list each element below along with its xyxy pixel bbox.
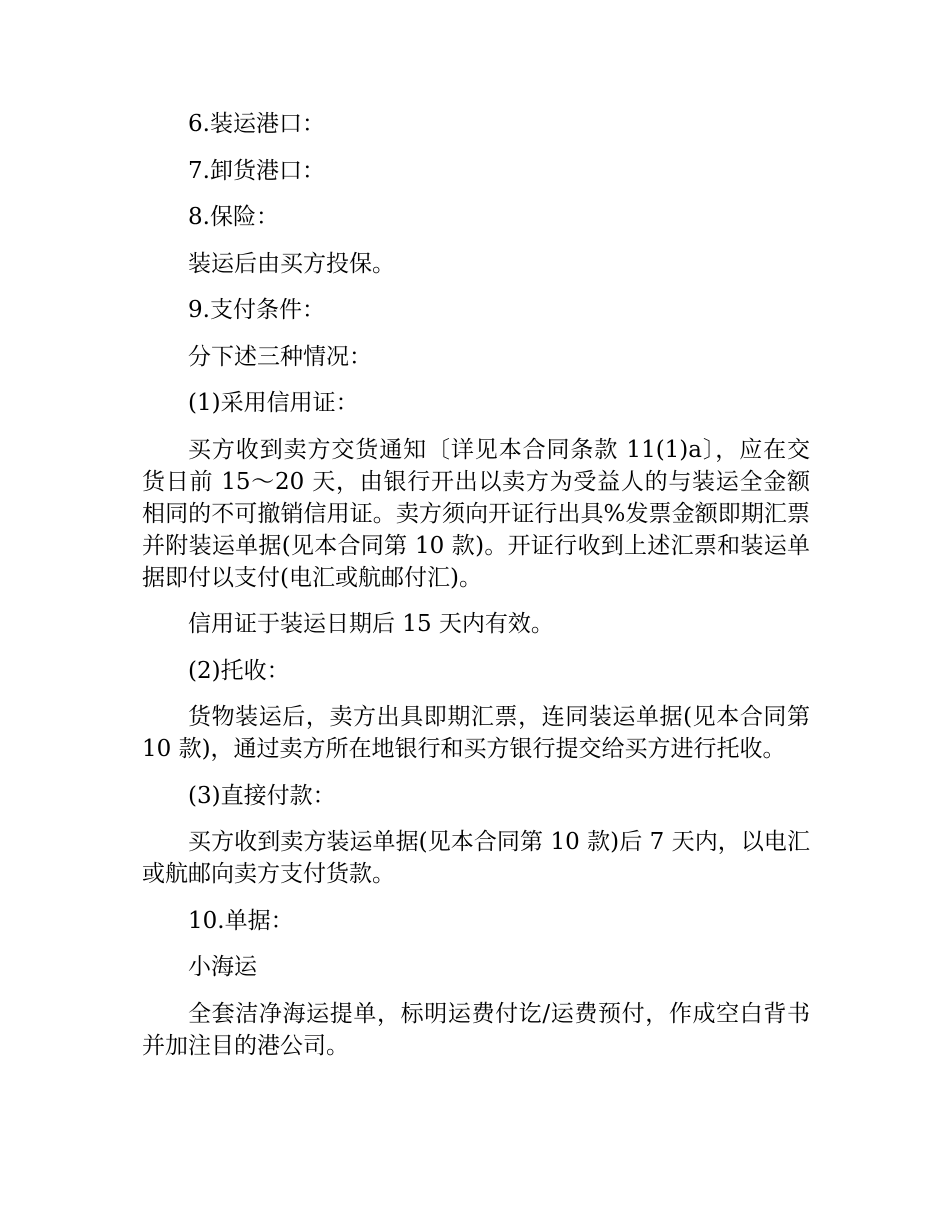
clause-payment-heading: 9.支付条件： <box>188 297 325 323</box>
clause-insurance-heading: 8.保险： <box>188 204 279 230</box>
clause-direct-payment-text: 买方收到卖方装运单据(见本合同第 10 款)后 7 天内，以电汇或航邮向卖方支付货款。 <box>142 829 810 887</box>
clause-loading-port: 6.装运港口： <box>188 111 325 137</box>
clause-direct-payment-heading: (3)直接付款： <box>188 782 336 809</box>
clause-documents-sea-freight: 小海运 <box>188 954 257 980</box>
clause-collection-heading: (2)托收： <box>188 657 290 684</box>
clause-documents-bill-of-lading: 全套洁净海运提单，标明运费付讫/运费预付，作成空白背书并加注目的港公司。 <box>142 1000 810 1059</box>
clause-letter-of-credit-validity: 信用证于装运日期后 15 天内有效。 <box>188 611 554 637</box>
document-body <box>142 108 810 1076</box>
clause-discharge-port: 7.卸货港口： <box>188 157 325 184</box>
clause-collection-text: 货物装运后，卖方出具即期汇票，连同装运单据(见本合同第 10 款)，通过卖方所在地银行和买方银行提交给买方进行托收。 <box>142 704 810 762</box>
clause-documents-heading: 10.单据： <box>188 907 294 934</box>
clause-payment-intro: 分下述三种情况： <box>188 343 372 370</box>
clause-insurance-text: 装运后由买方投保。 <box>188 250 395 277</box>
clause-letter-of-credit-heading: (1)采用信用证： <box>188 390 359 416</box>
clause-letter-of-credit-text: 买方收到卖方交货通知〔详见本合同条款 11(1)a〕，应在交货日前 15～20 天，由银行开出以卖方为受益人的与装运全金额相同的不可撤销信用证。卖方须向开证行出具%发票金额即期汇票并附装运单据(见本合同第 10 款)。开证行收到上述汇票和装运单据即付以支付(电汇或航邮付汇)。 <box>142 436 810 591</box>
